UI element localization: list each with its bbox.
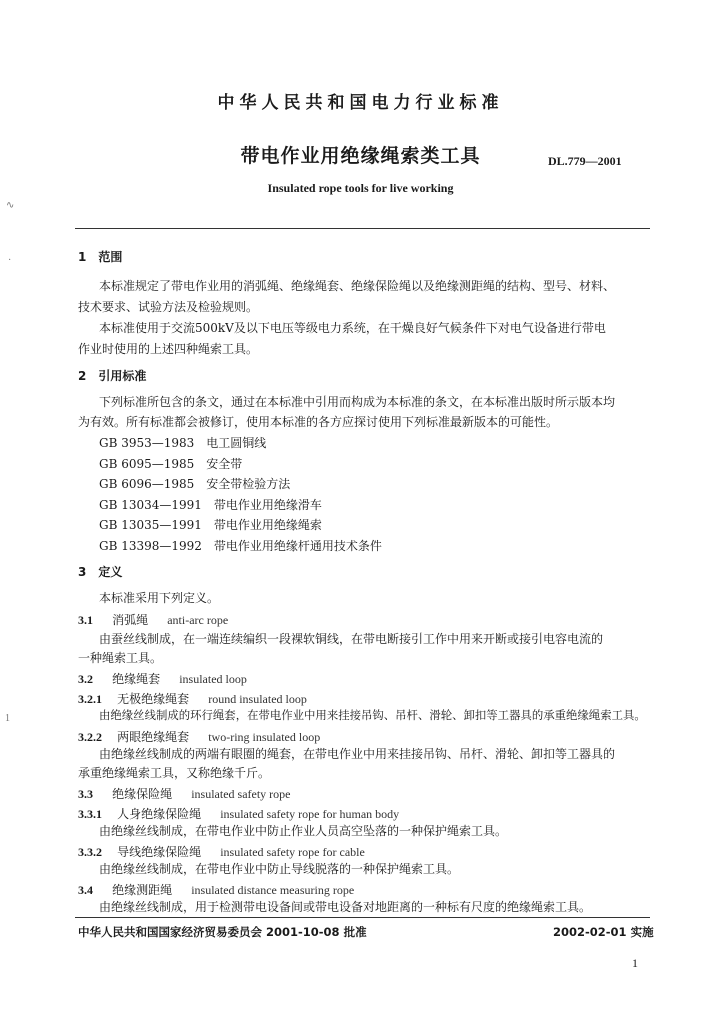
term: 绝缘测距绳	[112, 883, 173, 897]
section-3-heading: 3 定义	[78, 565, 123, 579]
reference-item: GB 13034—1991 带电作业用绝缘滑车	[99, 498, 322, 512]
term-english: round insulated loop	[208, 692, 307, 706]
definition-3-4	[78, 879, 354, 898]
definition-text: 由蚕丝线制成，在一端连续编织一段裸软铜线，在带电断接引工作中用来开断或接引电容电流的	[99, 632, 604, 646]
clause-number: 3.3.1	[78, 807, 102, 821]
term: 绝缘保险绳	[112, 787, 173, 801]
term-english: insulated distance measuring rope	[191, 883, 355, 897]
header-rule	[75, 228, 650, 229]
term-english: anti-arc rope	[167, 613, 229, 627]
clause-number: 3.2.1	[78, 692, 102, 706]
clause-number: 3.2.2	[78, 730, 102, 744]
reference-item: GB 6096—1985 安全带检验方法	[99, 477, 291, 491]
s2-paragraph-line: 为有效。所有标准都会被修订，使用本标准的各方应探讨使用下列标准最新版本的可能性。	[78, 415, 559, 429]
definition-3-1	[78, 609, 228, 628]
definition-text: 由绝缘丝线制成的两端有眼圈的绳套，在带电作业中用来挂接吊钩、吊杆、滑轮、卸扣等工器具的	[99, 747, 616, 761]
clause-number: 3.3	[78, 787, 93, 801]
margin-mark: 1	[5, 713, 10, 724]
section-1-heading: 1 范围	[78, 250, 123, 264]
section-2-heading: 2 引用标准	[78, 369, 147, 383]
english-title: Insulated rope tools for live working	[267, 181, 454, 195]
definition-text: 由绝缘丝线制成，用于检测带电设备间或带电设备对地距离的一种标有尺度的绝缘绳索工具。	[99, 900, 592, 914]
term: 人身绝缘保险绳	[117, 807, 202, 821]
definition-3-2-1	[78, 688, 307, 707]
term-english: insulated loop	[179, 672, 247, 686]
approval-line: 中华人民共和国国家经济贸易委员会 2001-10-08 批准	[78, 925, 367, 939]
term: 消弧绳	[112, 613, 149, 627]
reference-item: GB 13035—1991 带电作业用绝缘绳索	[99, 518, 322, 532]
s2-paragraph-line: 下列标准所包含的条文，通过在本标准中引用而构成为本标准的条文，在本标准出版时所示版本均	[99, 395, 616, 409]
s3-intro: 本标准采用下列定义。	[99, 591, 220, 605]
definition-text: 由绝缘丝线制成的环行绳套，在带电作业中用来挂接吊钩、吊杆、滑轮、卸扣等工器具的承重绝缘绳索工具。	[99, 708, 646, 722]
definition-text: 由绝缘丝线制成，在带电作业中防止作业人员高空坠落的一种保护绳索工具。	[99, 824, 508, 838]
s1-paragraph-1-line: 技术要求、试验方法及检验规则。	[78, 300, 259, 314]
page-number: 1	[632, 956, 638, 970]
definition-3-3-2	[78, 841, 365, 860]
s1-paragraph-2-line: 本标准使用于交流500kV及以下电压等级电力系统，在干燥良好气候条件下对电气设备进行带电	[99, 321, 606, 335]
term: 无极绝缘绳套	[117, 692, 190, 706]
industry-standard-heading: 中华人民共和国电力行业标准	[217, 93, 504, 113]
reference-item: GB 6095—1985 安全带	[99, 457, 243, 471]
s1-paragraph-2-line: 作业时使用的上述四种绳索工具。	[78, 342, 259, 356]
definition-text: 承重绝缘绳索工具，又称绝缘千斤。	[78, 766, 271, 780]
clause-number: 3.1	[78, 613, 93, 627]
term-english: insulated safety rope	[191, 787, 291, 801]
clause-number: 3.4	[78, 883, 93, 897]
clause-number: 3.2	[78, 672, 93, 686]
reference-item: GB 13398—1992 带电作业用绝缘杆通用技术条件	[99, 539, 382, 553]
term-english: two-ring insulated loop	[208, 730, 321, 744]
definition-text: 一种绳索工具。	[78, 651, 163, 665]
term-english: insulated safety rope for human body	[220, 807, 400, 821]
reference-item: GB 3953—1983 电工圆铜线	[99, 436, 267, 450]
definition-3-2	[78, 668, 247, 687]
definition-text: 由绝缘丝线制成，在带电作业中防止导线脱落的一种保护绳索工具。	[99, 862, 460, 876]
margin-mark: ∿	[6, 200, 15, 211]
implementation-date: 2002-02-01 实施	[553, 925, 654, 939]
term: 绝缘绳套	[112, 672, 161, 686]
margin-mark: ·	[8, 255, 12, 266]
s1-paragraph-1-line: 本标准规定了带电作业用的消弧绳、绝缘绳套、绝缘保险绳以及绝缘测距绳的结构、型号、材料、	[99, 279, 616, 293]
term: 两眼绝缘绳套	[117, 730, 190, 744]
definition-3-2-2	[78, 726, 320, 745]
term: 导线绝缘保险绳	[117, 845, 202, 859]
footer-rule	[75, 917, 650, 918]
clause-number: 3.3.2	[78, 845, 102, 859]
standard-number: DL.779—2001	[548, 154, 622, 168]
term-english: insulated safety rope for cable	[220, 845, 365, 859]
definition-3-3	[78, 783, 291, 802]
definition-3-3-1	[78, 803, 399, 822]
document-title: 带电作业用绝缘绳索类工具	[240, 145, 481, 167]
